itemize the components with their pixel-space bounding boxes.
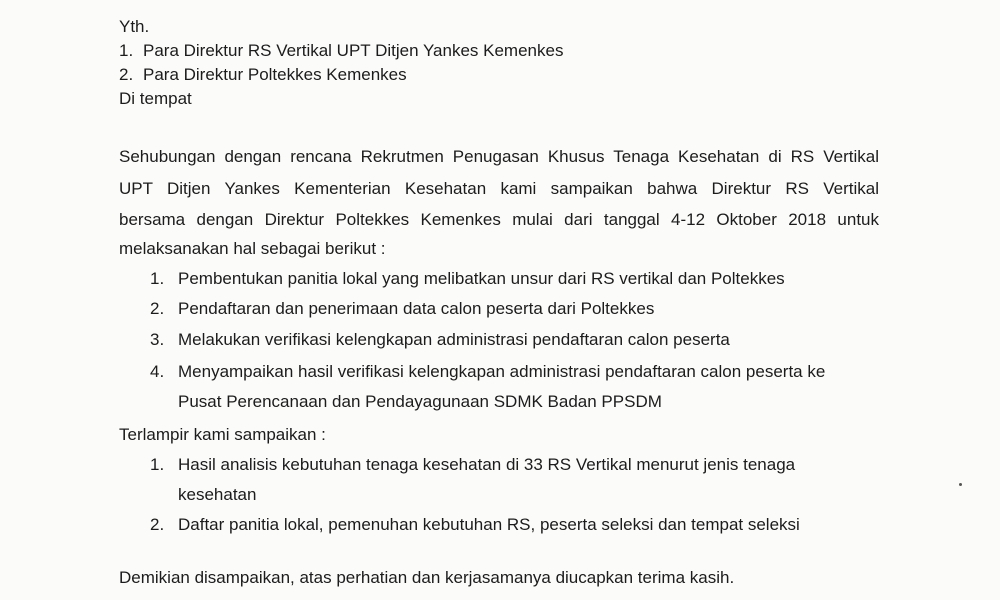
recipient-text: Para Direktur RS Vertikal UPT Ditjen Yankes Kemenkes (143, 41, 564, 60)
task-number: 1. (150, 269, 165, 288)
intro-line: UPT Ditjen Yankes Kementerian Kesehatan kami sampaikan bahwa Direktur RS Vertikal (119, 179, 879, 198)
recipient-number: 2. (119, 65, 134, 84)
intro-line: bersama dengan Direktur Poltekkes Kemenkes mulai dari tanggal 4-12 Oktober 2018 untuk (119, 210, 879, 229)
attachment-text: Hasil analisis kebutuhan tenaga kesehatan di 33 RS Vertikal menurut jenis tenaga (178, 455, 796, 474)
scan-speck (959, 483, 962, 486)
task-text: Menyampaikan hasil verifikasi kelengkapan administrasi pendaftaran calon peserta ke (178, 362, 826, 381)
task-number: 4. (150, 362, 165, 381)
attachment-text-continued: kesehatan (178, 485, 257, 504)
attachment-text: Daftar panitia lokal, pemenuhan kebutuhan RS, peserta seleksi dan tempat seleksi (178, 515, 800, 534)
recipient-text: Para Direktur Poltekkes Kemenkes (143, 65, 407, 84)
task-text-continued: Pusat Perencanaan dan Pendayagunaan SDMK Badan PPSDM (178, 392, 662, 411)
task-text: Melakukan verifikasi kelengkapan administrasi pendaftaran calon peserta (178, 330, 730, 349)
salutation: Yth. (119, 17, 150, 36)
closing-text: Demikian disampaikan, atas perhatian dan kerjasamanya diucapkan terima kasih. (119, 568, 735, 587)
recipient-number: 1. (119, 41, 134, 60)
task-text: Pendaftaran dan penerimaan data calon peserta dari Poltekkes (178, 299, 655, 318)
task-number: 3. (150, 330, 165, 349)
place-text: Di tempat (119, 89, 192, 108)
intro-line: melaksanakan hal sebagai berikut : (119, 239, 386, 258)
attachment-number: 1. (150, 455, 165, 474)
intro-line: Sehubungan dengan rencana Rekrutmen Penugasan Khusus Tenaga Kesehatan di RS Vertikal (119, 147, 879, 166)
attachment-number: 2. (150, 515, 165, 534)
task-text: Pembentukan panitia lokal yang melibatkan unsur dari RS vertikal dan Poltekkes (178, 269, 785, 288)
task-number: 2. (150, 299, 165, 318)
attachments-intro: Terlampir kami sampaikan : (119, 425, 326, 444)
